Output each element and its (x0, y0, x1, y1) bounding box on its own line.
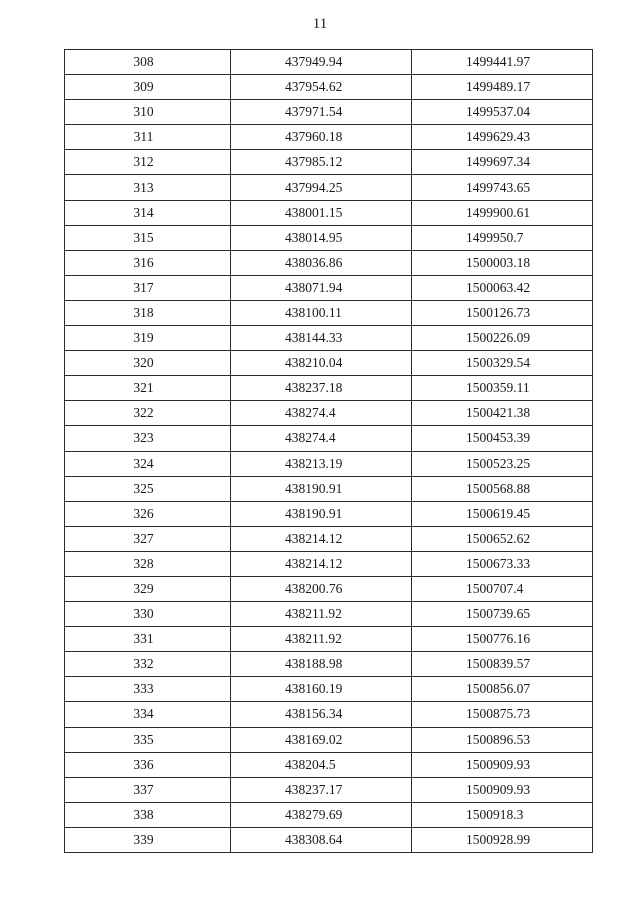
y-coordinate-cell: 1500776.16 (412, 627, 593, 652)
point-number-cell: 338 (65, 802, 231, 827)
x-coordinate-cell: 438237.17 (231, 777, 412, 802)
table-row (65, 526, 593, 551)
x-coordinate-cell: 438001.15 (231, 200, 412, 225)
table-row (65, 376, 593, 401)
point-number-cell: 339 (65, 827, 231, 852)
x-coordinate-cell: 438036.86 (231, 250, 412, 275)
x-coordinate-cell: 438308.64 (231, 827, 412, 852)
point-number-cell: 309 (65, 75, 231, 100)
y-coordinate-cell: 1500226.09 (412, 326, 593, 351)
table-row (65, 275, 593, 300)
point-number-cell: 316 (65, 250, 231, 275)
y-coordinate-cell: 1500839.57 (412, 652, 593, 677)
table-row (65, 50, 593, 75)
x-coordinate-cell: 438014.95 (231, 225, 412, 250)
table-row (65, 250, 593, 275)
point-number-cell: 312 (65, 150, 231, 175)
x-coordinate-cell: 437954.62 (231, 75, 412, 100)
x-coordinate-cell: 437985.12 (231, 150, 412, 175)
page-number: 11 (312, 16, 328, 32)
table-row (65, 326, 593, 351)
table-row (65, 677, 593, 702)
x-coordinate-cell: 438204.5 (231, 752, 412, 777)
y-coordinate-cell: 1500673.33 (412, 551, 593, 576)
table-row (65, 125, 593, 150)
y-coordinate-cell: 1500909.93 (412, 752, 593, 777)
y-coordinate-cell: 1500421.38 (412, 401, 593, 426)
table-row (65, 501, 593, 526)
x-coordinate-cell: 437994.25 (231, 175, 412, 200)
point-number-cell: 324 (65, 451, 231, 476)
coordinates-table-body (65, 50, 593, 853)
table-row (65, 300, 593, 325)
y-coordinate-cell: 1500619.45 (412, 501, 593, 526)
y-coordinate-cell: 1500739.65 (412, 602, 593, 627)
y-coordinate-cell: 1500003.18 (412, 250, 593, 275)
x-coordinate-cell: 438071.94 (231, 275, 412, 300)
table-row (65, 225, 593, 250)
point-number-cell: 308 (65, 50, 231, 75)
table-row (65, 777, 593, 802)
x-coordinate-cell: 438213.19 (231, 451, 412, 476)
point-number-cell: 334 (65, 702, 231, 727)
y-coordinate-cell: 1499489.17 (412, 75, 593, 100)
x-coordinate-cell: 437971.54 (231, 100, 412, 125)
table-row (65, 175, 593, 200)
table-row (65, 100, 593, 125)
point-number-cell: 336 (65, 752, 231, 777)
y-coordinate-cell: 1500928.99 (412, 827, 593, 852)
point-number-cell: 314 (65, 200, 231, 225)
y-coordinate-cell: 1499629.43 (412, 125, 593, 150)
x-coordinate-cell: 438188.98 (231, 652, 412, 677)
y-coordinate-cell: 1499900.61 (412, 200, 593, 225)
table-row (65, 752, 593, 777)
table-row (65, 827, 593, 852)
y-coordinate-cell: 1499697.34 (412, 150, 593, 175)
point-number-cell: 323 (65, 426, 231, 451)
y-coordinate-cell: 1499950.7 (412, 225, 593, 250)
x-coordinate-cell: 438190.91 (231, 501, 412, 526)
table-row (65, 652, 593, 677)
x-coordinate-cell: 438237.18 (231, 376, 412, 401)
point-number-cell: 331 (65, 627, 231, 652)
y-coordinate-cell: 1500359.11 (412, 376, 593, 401)
point-number-cell: 329 (65, 576, 231, 601)
x-coordinate-cell: 438274.4 (231, 401, 412, 426)
y-coordinate-cell: 1500523.25 (412, 451, 593, 476)
point-number-cell: 326 (65, 501, 231, 526)
table-row (65, 351, 593, 376)
point-number-cell: 322 (65, 401, 231, 426)
y-coordinate-cell: 1499537.04 (412, 100, 593, 125)
y-coordinate-cell: 1500918.3 (412, 802, 593, 827)
table-row (65, 476, 593, 501)
y-coordinate-cell: 1500126.73 (412, 300, 593, 325)
y-coordinate-cell: 1500652.62 (412, 526, 593, 551)
x-coordinate-cell: 438274.4 (231, 426, 412, 451)
x-coordinate-cell: 438210.04 (231, 351, 412, 376)
point-number-cell: 321 (65, 376, 231, 401)
table-row (65, 150, 593, 175)
x-coordinate-cell: 438169.02 (231, 727, 412, 752)
x-coordinate-cell: 438160.19 (231, 677, 412, 702)
table-row (65, 551, 593, 576)
x-coordinate-cell: 438156.34 (231, 702, 412, 727)
point-number-cell: 311 (65, 125, 231, 150)
x-coordinate-cell: 438144.33 (231, 326, 412, 351)
y-coordinate-cell: 1500909.93 (412, 777, 593, 802)
table-row (65, 576, 593, 601)
point-number-cell: 332 (65, 652, 231, 677)
point-number-cell: 310 (65, 100, 231, 125)
point-number-cell: 315 (65, 225, 231, 250)
table-row (65, 401, 593, 426)
table-row (65, 426, 593, 451)
table-row (65, 451, 593, 476)
y-coordinate-cell: 1500856.07 (412, 677, 593, 702)
y-coordinate-cell: 1500063.42 (412, 275, 593, 300)
x-coordinate-cell: 438279.69 (231, 802, 412, 827)
point-number-cell: 320 (65, 351, 231, 376)
x-coordinate-cell: 438211.92 (231, 602, 412, 627)
point-number-cell: 318 (65, 300, 231, 325)
y-coordinate-cell: 1500896.53 (412, 727, 593, 752)
point-number-cell: 337 (65, 777, 231, 802)
point-number-cell: 313 (65, 175, 231, 200)
point-number-cell: 335 (65, 727, 231, 752)
point-number-cell: 325 (65, 476, 231, 501)
table-row (65, 602, 593, 627)
y-coordinate-cell: 1499743.65 (412, 175, 593, 200)
x-coordinate-cell: 437949.94 (231, 50, 412, 75)
point-number-cell: 317 (65, 275, 231, 300)
y-coordinate-cell: 1500568.88 (412, 476, 593, 501)
point-number-cell: 333 (65, 677, 231, 702)
x-coordinate-cell: 438214.12 (231, 551, 412, 576)
y-coordinate-cell: 1500707.4 (412, 576, 593, 601)
table-row (65, 627, 593, 652)
x-coordinate-cell: 438100.11 (231, 300, 412, 325)
table-row (65, 727, 593, 752)
y-coordinate-cell: 1499441.97 (412, 50, 593, 75)
point-number-cell: 328 (65, 551, 231, 576)
x-coordinate-cell: 438190.91 (231, 476, 412, 501)
x-coordinate-cell: 437960.18 (231, 125, 412, 150)
point-number-cell: 319 (65, 326, 231, 351)
table-row (65, 802, 593, 827)
x-coordinate-cell: 438211.92 (231, 627, 412, 652)
coordinates-table (64, 49, 593, 853)
point-number-cell: 327 (65, 526, 231, 551)
x-coordinate-cell: 438200.76 (231, 576, 412, 601)
point-number-cell: 330 (65, 602, 231, 627)
y-coordinate-cell: 1500453.39 (412, 426, 593, 451)
table-row (65, 75, 593, 100)
y-coordinate-cell: 1500329.54 (412, 351, 593, 376)
table-row (65, 200, 593, 225)
x-coordinate-cell: 438214.12 (231, 526, 412, 551)
table-row (65, 702, 593, 727)
y-coordinate-cell: 1500875.73 (412, 702, 593, 727)
